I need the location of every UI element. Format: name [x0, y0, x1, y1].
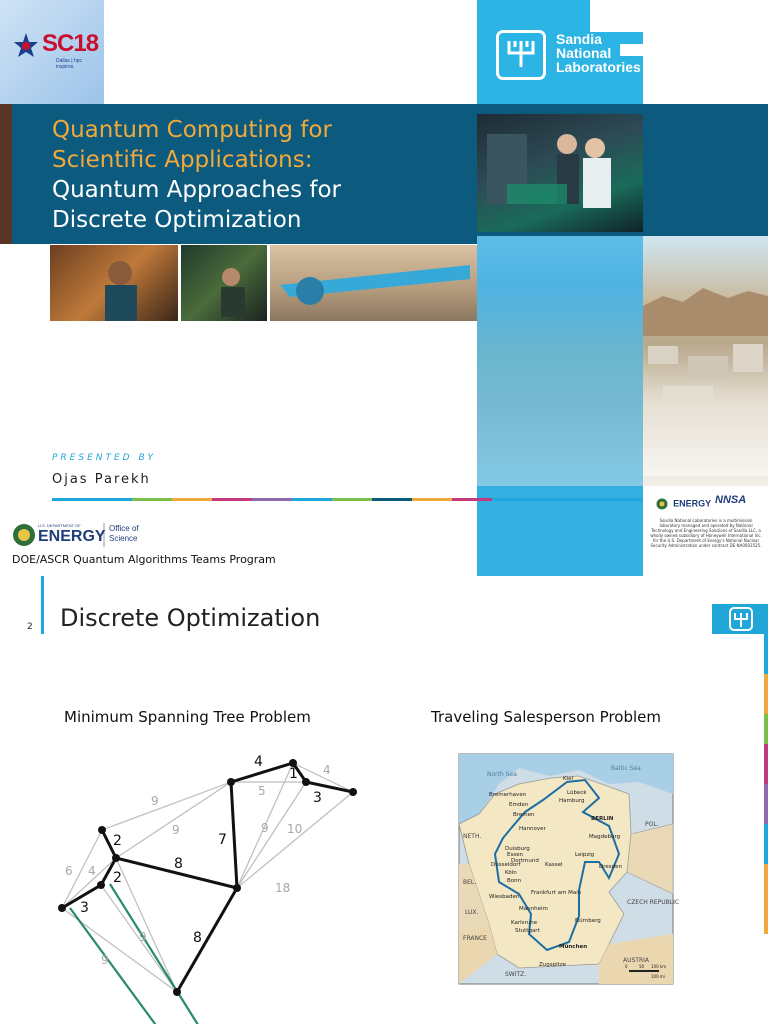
country-label: NETH. [463, 833, 482, 840]
city-label: Wiesbaden [489, 894, 520, 900]
header-notch [590, 0, 768, 32]
city-label: Kassel [545, 862, 563, 868]
title-accent-bar [41, 576, 44, 634]
slide-title: Discrete Optimization [60, 604, 321, 632]
city-label: Lübeck [567, 790, 587, 796]
edge-weight: 10 [287, 822, 303, 836]
tree-weight-labels [80, 754, 322, 946]
presented-by-label: PRESENTED BY [52, 453, 156, 463]
sandia-thunderbird-icon [712, 604, 768, 634]
country-label: BEL. [463, 879, 477, 886]
city-label: Bremerhaven [489, 792, 527, 798]
edge-weight: 6 [65, 864, 73, 878]
page-number: 2 [27, 622, 33, 632]
vertex [233, 884, 241, 892]
scale-label: 50 [639, 964, 645, 969]
slide-title: Quantum Approaches for Discrete Optimization [52, 177, 342, 233]
city-label: Magdeburg [589, 834, 621, 840]
sea-label: North Sea [487, 771, 517, 778]
wind-blade-photo [270, 245, 477, 321]
mst-heading: Minimum Spanning Tree Problem [64, 708, 311, 726]
slide-title-highlight: Quantum Computing for Scientific Applications: [52, 117, 332, 173]
presenter-name: Ojas Parekh [52, 472, 151, 487]
city-label: BERLIN [591, 816, 614, 822]
city-label: Köln [505, 870, 517, 876]
spanning-tree-graph [40, 748, 380, 1024]
city-label: Kiel [563, 776, 574, 782]
edge-weight: 8 [174, 856, 183, 872]
city-label: Emden [509, 802, 529, 808]
city-label: Hannover [519, 826, 546, 832]
program-label: DOE/ASCR Quantum Algorithms Teams Program [12, 553, 276, 566]
doe-office-of-science-logo [12, 521, 152, 549]
doe-dept-label: U.S. DEPARTMENT OF [38, 523, 81, 528]
country-label: CZECH REPUBLIC [627, 899, 680, 906]
tsp-heading: Traveling Salesperson Problem [431, 708, 661, 726]
vertex [58, 904, 66, 912]
edge-weight: 2 [113, 833, 122, 849]
doe-energy-small-logo: ENERGY [656, 493, 711, 512]
city-label: Dortmund [511, 858, 539, 864]
country-label: FRANCE [463, 935, 487, 942]
content-slide [0, 576, 768, 1024]
edge-weight: 8 [193, 930, 202, 946]
edge-weight: 7 [218, 832, 227, 848]
country-label: AUSTRIA [623, 957, 650, 964]
city-label: Stuttgart [515, 928, 540, 934]
edge-weight: 3 [313, 790, 322, 806]
vertex [98, 826, 106, 834]
doe-energy-label: ENERGY [38, 528, 106, 545]
scale-label: 100 mi [651, 974, 665, 979]
edge-weight: 5 [258, 784, 266, 798]
city-label: Zugspitze [539, 962, 567, 968]
nnsa-logo: NNSA [715, 494, 747, 506]
city-label: Essen [507, 852, 524, 858]
edge-weight: 2 [113, 870, 122, 886]
header-notch [620, 44, 768, 56]
edge-weight: 4 [254, 754, 263, 770]
city-label: Frankfurt am Main [531, 890, 582, 896]
germany-tsp-map [459, 754, 680, 984]
mountain-landscape [643, 236, 768, 476]
country-label: POL. [645, 821, 659, 828]
city-label: Dresden [599, 864, 622, 870]
vertex [97, 881, 105, 889]
city-label: Hamburg [559, 798, 585, 804]
vertex [349, 788, 357, 796]
city-label: Mannheim [519, 906, 548, 912]
side-color-stripe [764, 634, 768, 934]
tsp-route-hint [70, 884, 200, 1024]
city-label: Duisburg [505, 846, 530, 852]
vertex [112, 854, 120, 862]
lab-researchers-photo [477, 114, 643, 232]
sea-label: Baltic Sea [611, 765, 641, 772]
edge-weight: 9 [139, 930, 147, 944]
city-label: Düsseldorf [491, 862, 521, 868]
edge-weight: 9 [261, 821, 269, 835]
edge-weight: 4 [88, 864, 96, 878]
sandia-thunderbird-icon [496, 30, 546, 80]
edge-weight: 9 [151, 794, 159, 808]
edge-weight: 9 [101, 953, 109, 967]
scale-label: 100 km [651, 964, 667, 969]
blue-overlay [477, 236, 643, 576]
photo-strip [50, 245, 477, 321]
edge-weight: 18 [275, 881, 291, 895]
edge-weight: 9 [172, 823, 180, 837]
edge-weight: 4 [323, 763, 331, 777]
country-label: LUX. [465, 909, 479, 916]
city-label: Nürnberg [575, 918, 601, 924]
vertex [302, 778, 310, 786]
scale-label: 0 [625, 964, 628, 969]
engineer-photo [181, 245, 267, 321]
sandia-disclaimer: Sandia National Laboratories is a multimission laboratory managed and operated by National Technology and Engineering Solutions of Sandia LLC, a wholly owned subsidiary of Honeywell International Inc. for the U.S. Department of Energy's National Nuclear Security Administration under contract DE-NA0003525. [650, 518, 762, 548]
country-label: SWITZ. [505, 971, 527, 978]
city-label: Leipzig [575, 852, 595, 858]
city-label: Bremen [513, 812, 535, 818]
city-label: München [559, 944, 588, 950]
city-label: Karlsruhe [511, 920, 538, 926]
color-stripe [52, 498, 643, 501]
researcher-photo [50, 245, 178, 321]
sandia-wordmark: Sandia National Laboratories [556, 31, 641, 75]
office-of-science-label: Office of Science [109, 524, 139, 543]
vertex [227, 778, 235, 786]
edge-weight: 3 [80, 900, 89, 916]
edge-weight: 1 [289, 766, 298, 782]
city-label: Bonn [507, 878, 522, 884]
title-accent-bar [0, 104, 12, 244]
sc18-tagline: Dallas | hpc inspires. [56, 58, 83, 70]
sc18-logo-text: SC18 [42, 30, 99, 57]
vertex [173, 988, 181, 996]
